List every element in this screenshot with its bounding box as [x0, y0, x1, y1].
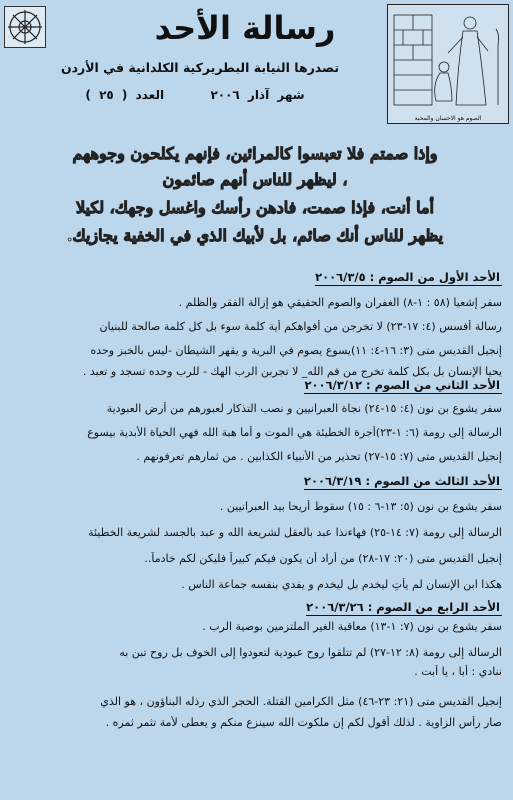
reading-line: سفر يشوع بن نون (٧: ١-١٣) معاقبة الغير الملتزمين بوصية الرب . [202, 620, 502, 633]
issue-number: العدد ( ٢٥ ) [85, 88, 165, 102]
reading-line: إنجيل القديس متى (٢٠: ١٧-٢٨) من أراد أن يكون فيكم كبيراً فليكن لكم خادماً.. [144, 552, 502, 565]
reading-line: هكذا ابن الإنسان لم يأتِ ليخدم بل ليخدم و يفدي بنفسه جماعة الناس . [181, 578, 502, 591]
sunday-2-section [14, 378, 502, 474]
illustration-caption: الصوم هو الاحسان والمحبة [414, 115, 482, 122]
verse-line-3: أما أنت، فإذا صمت، فادهن رأسك واغسل وجهك، لكيلا [75, 198, 434, 217]
reading-line: إنجيل القديس متى (٣: ١٦-٤: ١١)يسوع يصوم في البرية و يقهر الشيطان -ليس بالخبز وحده [90, 344, 502, 357]
sunday-4-section [14, 600, 502, 730]
readings [14, 270, 502, 730]
reading-line: سفر إشعيا (٥٨ : ١-٨) الغفران والصوم الحقيقي هو إزالة الفقر والظلم . [178, 296, 502, 309]
reading-line: ننادي : أبا ، يا أبت . [414, 665, 502, 678]
sunday-1-section [14, 270, 502, 378]
issue-line [70, 88, 320, 102]
page-title: رسالة الأحد [154, 9, 336, 47]
header-illustration [387, 4, 509, 124]
verse-line-1: وإذا صمتم فلا تعبسوا كالمرائين، فإنهم يكلحون وجوههم [72, 144, 438, 163]
verse-line-2: ، ليظهر للناس أنهم صائمون [162, 170, 348, 189]
reading-line: سفر يشوع بن نون (٥: ١٣-٦ : ١٥) سقوط أريحا بيد العبرانيين . [219, 500, 502, 513]
section-heading: الأحد الثاني من الصوم : ٢٠٠٦/٣/١٢ [304, 378, 500, 392]
reading-line: الرسالة إلى رومة (٨: ١٢-٢٧) لم تتلقوا روح عبودية لتعودوا إلى الخوف بل روح تبن به [119, 646, 502, 659]
sunday-3-section [14, 474, 502, 600]
reading-line: إنجيل القديس متى (٢١: ٢٣-٤٦) مثل الكرامين القتلة. الحجر الذي رذله البناؤون ، هو الذي [100, 695, 502, 708]
reading-line: صار رأس الزاوية . لذلك أقول لكم إن ملكوت الله سينزع منكم و يعطى لأمة تثمر ثمره . [105, 716, 502, 729]
reading-line: يحيا الإنسان بل بكل كلمة تخرج من فم الله_ لا تجربن الرب الهك - للرب وحده تسجد و تعبد . [82, 365, 502, 378]
section-heading: الأحد الثالث من الصوم : ٢٠٠٦/٣/١٩ [303, 474, 500, 488]
verse-line-4: يظهر للناس أنك صائم، بل لأبيك الذي في الخفية يجازيك. [66, 226, 444, 245]
reading-line: الرسالة إلى رومة (٦: ١-٢٣)أجرة الخطيئة هي الموت و أما هبة الله فهي الحياة الأبدية بيسوع [87, 426, 502, 439]
issue-month: شهر آذار ٢٠٠٦ [210, 88, 305, 102]
section-heading: الأحد الرابع من الصوم : ٢٠٠٦/٣/٢٦ [306, 600, 500, 614]
praying-figures-image [388, 5, 508, 123]
reading-line: سفر يشوع بن نون (٤: ١٥-٢٤) نجاة العبرانيين و نصب التذكار لعبورهم من أرض العبودية [106, 402, 502, 415]
reading-line: رسالة أفسس (٤: ١٧-٢٣) لا تخرجن من أفواهكم أية كلمة سوء بل كل كلمة صالحة للبنيان [99, 320, 502, 333]
reading-line: الرسالة إلى رومة (٧: ١٤-٢٥) فهاءنذا عبد بالعقل لشريعة الله و عبد بالجسد لشريعة الخطيئة [88, 526, 502, 539]
section-heading: الأحد الأول من الصوم : ٢٠٠٦/٣/٥ [315, 270, 500, 284]
reading-line: إنجيل القديس متى (٧: ١٥-٢٧) تحذير من الأنبياء الكذابين . من ثمارهم تعرفونهم . [136, 450, 502, 463]
publisher-subtitle: تصدرها النيابة البطريركية الكلدانية في الأردن [60, 60, 340, 75]
church-logo-icon [4, 6, 46, 48]
